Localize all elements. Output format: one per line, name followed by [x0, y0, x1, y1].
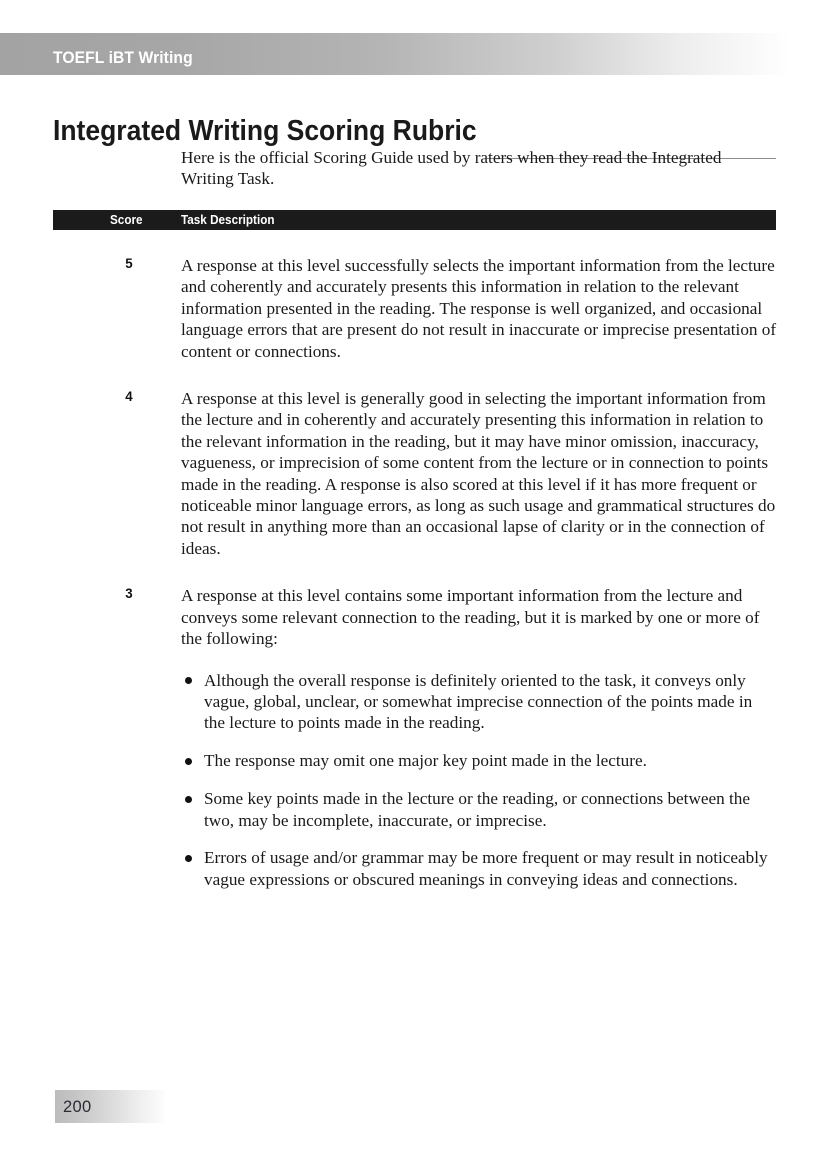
score-criteria-list — [181, 670, 774, 891]
score-description-text: A response at this level contains some important information from the lecture and conveys some relevant connection to the reading, but it is marked by one or more of the following: — [181, 586, 760, 649]
column-header-score: Score — [110, 213, 143, 227]
bullet-icon — [185, 758, 192, 765]
list-item — [181, 750, 774, 771]
bullet-icon — [185, 677, 192, 684]
table-row — [53, 230, 776, 362]
bullet-icon — [185, 855, 192, 862]
bullet-icon — [185, 796, 192, 803]
column-header-task-description: Task Description — [181, 213, 275, 227]
score-description-cell — [181, 585, 777, 890]
score-value: 4 — [125, 388, 133, 405]
list-item-text: The response may omit one major key point made in the lecture. — [204, 751, 647, 771]
page-title: Integrated Writing Scoring Rubric — [53, 115, 477, 148]
list-item-text: Although the overall response is definitely oriented to the task, it conveys only vague, global, unclear, or somewhat imprecise connection of the points made in the lecture to points made in the reading. — [204, 670, 753, 733]
score-description-text: A response at this level successfully selects the important information from the lecture and coherently and accurately presents this information in relation to the relevant information presented in the reading. The response is well organized, and occasional language errors that are present do not result in inaccurate or imprecise presentation of content or connections. — [181, 256, 777, 361]
list-item-text: Errors of usage and/or grammar may be more frequent or may result in noticeably vague expressions or obscured meanings in conveying ideas and connections. — [204, 848, 768, 889]
score-description-cell — [181, 388, 777, 559]
score-description-cell — [181, 255, 777, 362]
score-description-text: A response at this level is generally good in selecting the important information from the lecture and in coherently and accurately presenting this information in relation to the relevant information in the reading, but it may have minor omission, inaccuracy, vagueness, or imprecision of some content from the lecture or in connection to points made in the reading. A response is also scored at this level if it has more frequent or noticeable minor language errors, as long as such usage and grammatical structures do not result in anything more than an occasional lapse of clarity or in the connection of ideas. — [181, 389, 776, 558]
table-row — [53, 559, 776, 890]
list-item — [181, 788, 774, 831]
running-header-label: TOEFL iBT Writing — [53, 48, 193, 67]
list-item — [181, 670, 774, 734]
intro-paragraph: Here is the official Scoring Guide used by raters when they read the Integrated Writing Task. — [181, 148, 722, 189]
page-number: 200 — [63, 1098, 92, 1116]
list-item — [181, 847, 774, 890]
score-value: 5 — [125, 255, 133, 271]
table-row — [53, 362, 776, 559]
list-item-text: Some key points made in the lecture or the reading, or connections between the two, may be incomplete, inaccurate, or imprecise. — [204, 789, 751, 830]
score-value: 3 — [125, 585, 133, 602]
scoring-rubric-table — [53, 210, 776, 890]
table-header-row — [53, 210, 776, 230]
